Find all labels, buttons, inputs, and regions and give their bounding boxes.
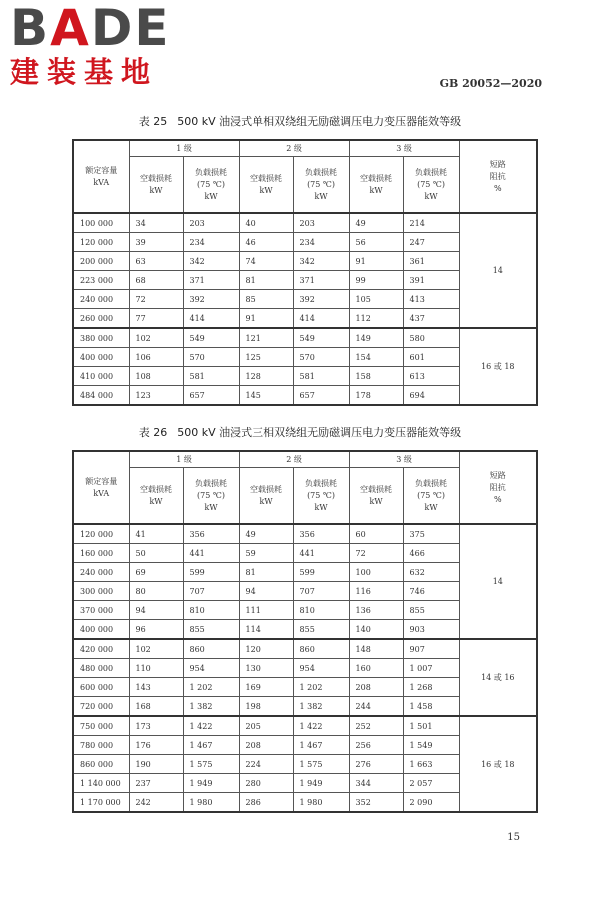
loss-cell: 342	[183, 252, 239, 271]
loss-cell: 256	[349, 736, 403, 755]
loss-cell: 56	[349, 233, 403, 252]
loss-cell: 570	[293, 348, 349, 367]
loss-cell: 178	[349, 386, 403, 406]
loss-cell: 903	[403, 620, 459, 640]
loss-cell: 276	[349, 755, 403, 774]
loss-cell: 136	[349, 601, 403, 620]
loss-cell: 954	[293, 659, 349, 678]
loss-cell: 1 663	[403, 755, 459, 774]
loss-cell: 46	[239, 233, 293, 252]
loss-cell: 954	[183, 659, 239, 678]
loss-cell: 413	[403, 290, 459, 309]
loss-cell: 286	[239, 793, 293, 813]
load-loss-header: 负载损耗 (75 ℃) kW	[183, 468, 239, 525]
loss-cell: 234	[183, 233, 239, 252]
loss-cell: 657	[293, 386, 349, 406]
capacity-cell: 1 170 000	[73, 793, 129, 813]
loss-cell: 91	[239, 309, 293, 329]
capacity-cell: 750 000	[73, 716, 129, 736]
capacity-cell: 410 000	[73, 367, 129, 386]
capacity-cell: 600 000	[73, 678, 129, 697]
impedance-cell: 16 或 18	[459, 716, 537, 812]
loss-cell: 69	[129, 563, 183, 582]
loss-cell: 746	[403, 582, 459, 601]
loss-cell: 657	[183, 386, 239, 406]
capacity-cell: 780 000	[73, 736, 129, 755]
capacity-cell: 720 000	[73, 697, 129, 717]
table-caption-25	[0, 113, 600, 129]
loss-cell: 361	[403, 252, 459, 271]
loss-cell: 549	[293, 328, 349, 348]
loss-cell: 198	[239, 697, 293, 717]
loss-cell: 342	[293, 252, 349, 271]
loss-cell: 176	[129, 736, 183, 755]
loss-cell: 1 467	[183, 736, 239, 755]
loss-cell: 49	[349, 213, 403, 233]
loss-cell: 108	[129, 367, 183, 386]
loss-cell: 855	[403, 601, 459, 620]
loss-cell: 85	[239, 290, 293, 309]
loss-cell: 1 949	[293, 774, 349, 793]
impedance-cell: 14	[459, 524, 537, 639]
table-number: 表 26	[138, 426, 168, 439]
loss-cell: 1 980	[293, 793, 349, 813]
loss-cell: 81	[239, 271, 293, 290]
table-row	[73, 524, 537, 544]
loss-cell: 1 202	[183, 678, 239, 697]
logo-wordmark: BADE	[10, 0, 171, 57]
loss-cell: 1 458	[403, 697, 459, 717]
loss-cell: 375	[403, 524, 459, 544]
loss-cell: 2 090	[403, 793, 459, 813]
page-number: 15	[507, 832, 520, 843]
loss-cell: 371	[293, 271, 349, 290]
loss-cell: 1 422	[293, 716, 349, 736]
loss-cell: 632	[403, 563, 459, 582]
loss-cell: 102	[129, 328, 183, 348]
noload-loss-header: 空载损耗 kW	[239, 157, 293, 214]
loss-cell: 581	[293, 367, 349, 386]
loss-cell: 352	[349, 793, 403, 813]
loss-cell: 1 202	[293, 678, 349, 697]
loss-cell: 120	[239, 639, 293, 659]
capacity-cell: 160 000	[73, 544, 129, 563]
loss-cell: 81	[239, 563, 293, 582]
grade-header: 2 级	[239, 140, 349, 157]
grade-header: 1 级	[129, 451, 239, 468]
loss-cell: 110	[129, 659, 183, 678]
capacity-cell: 120 000	[73, 524, 129, 544]
loss-cell: 106	[129, 348, 183, 367]
loss-cell: 907	[403, 639, 459, 659]
table-caption-26	[0, 424, 600, 440]
grade-header: 1 级	[129, 140, 239, 157]
loss-cell: 102	[129, 639, 183, 659]
loss-cell: 160	[349, 659, 403, 678]
loss-cell: 63	[129, 252, 183, 271]
loss-cell: 599	[183, 563, 239, 582]
capacity-cell: 480 000	[73, 659, 129, 678]
loss-cell: 707	[183, 582, 239, 601]
loss-cell: 72	[349, 544, 403, 563]
table-number: 表 25	[138, 115, 168, 128]
loss-cell: 855	[293, 620, 349, 640]
loss-cell: 173	[129, 716, 183, 736]
loss-cell: 356	[183, 524, 239, 544]
capacity-cell: 380 000	[73, 328, 129, 348]
loss-cell: 810	[293, 601, 349, 620]
loss-cell: 581	[183, 367, 239, 386]
load-loss-header: 负载损耗 (75 ℃) kW	[403, 468, 459, 525]
noload-loss-header: 空载损耗 kW	[349, 157, 403, 214]
capacity-cell: 400 000	[73, 348, 129, 367]
noload-loss-header: 空载损耗 kW	[129, 468, 183, 525]
loss-cell: 111	[239, 601, 293, 620]
table-row	[73, 716, 537, 736]
loss-cell: 437	[403, 309, 459, 329]
loss-cell: 128	[239, 367, 293, 386]
loss-cell: 441	[293, 544, 349, 563]
capacity-cell: 240 000	[73, 290, 129, 309]
loss-cell: 242	[129, 793, 183, 813]
impedance-cell: 14	[459, 213, 537, 328]
loss-cell: 145	[239, 386, 293, 406]
noload-loss-header: 空载损耗 kW	[349, 468, 403, 525]
capacity-cell: 300 000	[73, 582, 129, 601]
loss-cell: 414	[183, 309, 239, 329]
loss-cell: 114	[239, 620, 293, 640]
loss-cell: 810	[183, 601, 239, 620]
loss-cell: 392	[183, 290, 239, 309]
impedance-header: 短路 阻抗 %	[459, 140, 537, 213]
loss-cell: 143	[129, 678, 183, 697]
loss-cell: 125	[239, 348, 293, 367]
loss-cell: 203	[183, 213, 239, 233]
loss-cell: 158	[349, 367, 403, 386]
loss-cell: 41	[129, 524, 183, 544]
loss-cell: 116	[349, 582, 403, 601]
load-loss-header: 负载损耗 (75 ℃) kW	[183, 157, 239, 214]
loss-cell: 2 057	[403, 774, 459, 793]
loss-cell: 208	[349, 678, 403, 697]
loss-cell: 414	[293, 309, 349, 329]
capacity-cell: 260 000	[73, 309, 129, 329]
table-row	[73, 328, 537, 348]
loss-cell: 234	[293, 233, 349, 252]
loss-cell: 580	[403, 328, 459, 348]
table-row	[73, 639, 537, 659]
loss-cell: 190	[129, 755, 183, 774]
loss-cell: 99	[349, 271, 403, 290]
grade-header: 2 级	[239, 451, 349, 468]
grade-header: 3 级	[349, 140, 459, 157]
loss-cell: 203	[293, 213, 349, 233]
load-loss-header: 负载损耗 (75 ℃) kW	[293, 468, 349, 525]
loss-cell: 392	[293, 290, 349, 309]
loss-cell: 50	[129, 544, 183, 563]
loss-cell: 855	[183, 620, 239, 640]
loss-cell: 1 382	[293, 697, 349, 717]
loss-cell: 140	[349, 620, 403, 640]
loss-cell: 599	[293, 563, 349, 582]
loss-cell: 1 422	[183, 716, 239, 736]
loss-cell: 224	[239, 755, 293, 774]
loss-cell: 344	[349, 774, 403, 793]
standard-code: GB 20052—2020	[439, 77, 542, 90]
capacity-cell: 223 000	[73, 271, 129, 290]
loss-cell: 214	[403, 213, 459, 233]
loss-cell: 121	[239, 328, 293, 348]
loss-cell: 1 467	[293, 736, 349, 755]
grade-header: 3 级	[349, 451, 459, 468]
loss-cell: 1 575	[183, 755, 239, 774]
table-title: 500 kV 油浸式单相双绕组无励磁调压电力变压器能效等级	[177, 115, 462, 128]
capacity-header: 额定容量 kVA	[73, 451, 129, 524]
noload-loss-header: 空载损耗 kW	[129, 157, 183, 214]
loss-cell: 601	[403, 348, 459, 367]
loss-cell: 860	[293, 639, 349, 659]
capacity-cell: 100 000	[73, 213, 129, 233]
loss-cell: 707	[293, 582, 349, 601]
loss-cell: 74	[239, 252, 293, 271]
loss-cell: 169	[239, 678, 293, 697]
loss-cell: 149	[349, 328, 403, 348]
loss-cell: 1 007	[403, 659, 459, 678]
loss-cell: 72	[129, 290, 183, 309]
loss-cell: 94	[239, 582, 293, 601]
loss-cell: 1 575	[293, 755, 349, 774]
loss-cell: 1 382	[183, 697, 239, 717]
loss-cell: 130	[239, 659, 293, 678]
loss-cell: 208	[239, 736, 293, 755]
loss-cell: 105	[349, 290, 403, 309]
loss-cell: 49	[239, 524, 293, 544]
impedance-cell: 16 或 18	[459, 328, 537, 405]
loss-cell: 237	[129, 774, 183, 793]
load-loss-header: 负载损耗 (75 ℃) kW	[293, 157, 349, 214]
loss-cell: 356	[293, 524, 349, 544]
loss-cell: 1 501	[403, 716, 459, 736]
capacity-cell: 240 000	[73, 563, 129, 582]
loss-cell: 441	[183, 544, 239, 563]
table-title: 500 kV 油浸式三相双绕组无励磁调压电力变压器能效等级	[177, 426, 462, 439]
loss-cell: 148	[349, 639, 403, 659]
capacity-cell: 120 000	[73, 233, 129, 252]
loss-cell: 466	[403, 544, 459, 563]
loss-cell: 91	[349, 252, 403, 271]
energy-efficiency-table-25	[72, 139, 538, 406]
load-loss-header: 负载损耗 (75 ℃) kW	[403, 157, 459, 214]
loss-cell: 80	[129, 582, 183, 601]
capacity-cell: 370 000	[73, 601, 129, 620]
loss-cell: 1 549	[403, 736, 459, 755]
table-row	[73, 213, 537, 233]
capacity-cell: 400 000	[73, 620, 129, 640]
noload-loss-header: 空载损耗 kW	[239, 468, 293, 525]
loss-cell: 1 980	[183, 793, 239, 813]
loss-cell: 280	[239, 774, 293, 793]
loss-cell: 34	[129, 213, 183, 233]
loss-cell: 244	[349, 697, 403, 717]
loss-cell: 123	[129, 386, 183, 406]
capacity-cell: 860 000	[73, 755, 129, 774]
loss-cell: 59	[239, 544, 293, 563]
loss-cell: 40	[239, 213, 293, 233]
loss-cell: 694	[403, 386, 459, 406]
loss-cell: 391	[403, 271, 459, 290]
loss-cell: 247	[403, 233, 459, 252]
loss-cell: 60	[349, 524, 403, 544]
loss-cell: 252	[349, 716, 403, 736]
capacity-cell: 484 000	[73, 386, 129, 406]
loss-cell: 94	[129, 601, 183, 620]
loss-cell: 96	[129, 620, 183, 640]
capacity-cell: 420 000	[73, 639, 129, 659]
loss-cell: 613	[403, 367, 459, 386]
bade-logo	[10, 2, 171, 88]
loss-cell: 39	[129, 233, 183, 252]
loss-cell: 549	[183, 328, 239, 348]
loss-cell: 68	[129, 271, 183, 290]
loss-cell: 154	[349, 348, 403, 367]
loss-cell: 168	[129, 697, 183, 717]
loss-cell: 860	[183, 639, 239, 659]
loss-cell: 1 949	[183, 774, 239, 793]
loss-cell: 570	[183, 348, 239, 367]
capacity-cell: 200 000	[73, 252, 129, 271]
loss-cell: 371	[183, 271, 239, 290]
capacity-header: 额定容量 kVA	[73, 140, 129, 213]
loss-cell: 77	[129, 309, 183, 329]
loss-cell: 100	[349, 563, 403, 582]
impedance-header: 短路 阻抗 %	[459, 451, 537, 524]
logo-chinese-text: 建装基地	[10, 55, 159, 89]
capacity-cell: 1 140 000	[73, 774, 129, 793]
loss-cell: 205	[239, 716, 293, 736]
loss-cell: 1 268	[403, 678, 459, 697]
energy-efficiency-table-26	[72, 450, 538, 813]
impedance-cell: 14 或 16	[459, 639, 537, 716]
loss-cell: 112	[349, 309, 403, 329]
